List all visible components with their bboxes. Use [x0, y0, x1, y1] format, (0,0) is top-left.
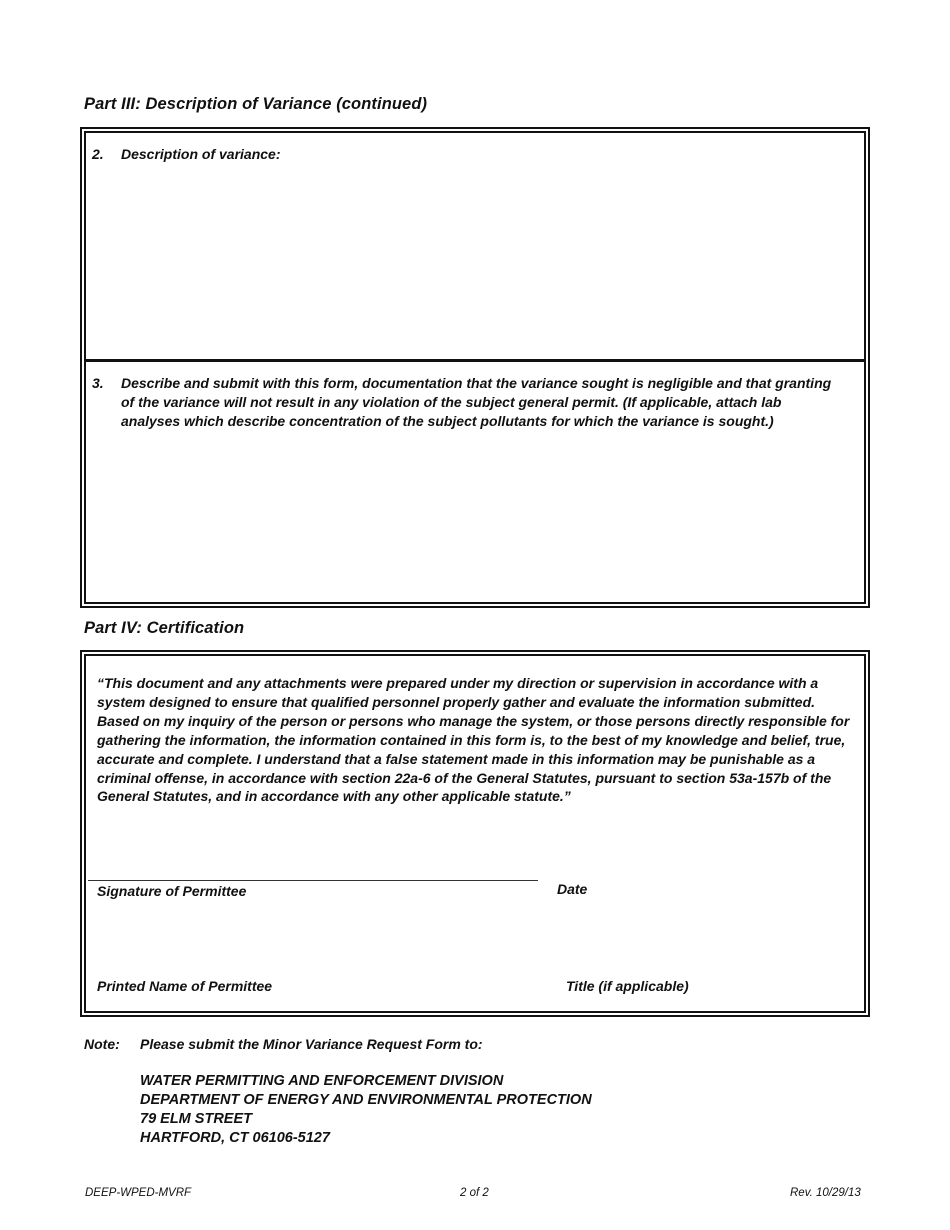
address-line: WATER PERMITTING AND ENFORCEMENT DIVISION [140, 1073, 504, 1089]
item3-number: 3. [92, 375, 104, 391]
address-line: 79 ELM STREET [140, 1111, 252, 1127]
address-line: HARTFORD, CT 06106-5127 [140, 1130, 330, 1146]
item2-label: Description of variance: [121, 146, 281, 162]
part3-heading: Part III: Description of Variance (continued) [84, 95, 428, 113]
printed-name-label: Printed Name of Permittee [97, 978, 273, 994]
address-line: DEPARTMENT OF ENERGY AND ENVIRONMENTAL PROTECTION [140, 1092, 592, 1108]
signature-label: Signature of Permittee [97, 883, 247, 899]
item3-label: Describe and submit with this form, documentation that the variance sought is negligible and that granting of the variance will not result in any violation of the subject general permit. (If applicable, attach lab analyses which describe concentration of the subject pollutants for which the variance is sought.) [121, 375, 832, 429]
footer-form-id: DEEP-WPED-MVRF [85, 1187, 192, 1199]
date-label: Date [557, 881, 588, 897]
item2-number: 2. [92, 146, 104, 162]
note-text: Please submit the Minor Variance Request Form to: [140, 1036, 483, 1052]
footer-page-number: 2 of 2 [460, 1187, 489, 1199]
title-label: Title (if applicable) [566, 978, 689, 994]
part3-outer-border [80, 127, 870, 608]
note-label: Note: [84, 1036, 120, 1052]
part4-heading: Part IV: Certification [84, 619, 245, 637]
certification-statement: “This document and any attachments were prepared under my direction or supervision in accordance with a system designed to ensure that qualified personnel properly gather and evaluate the information submitted. Based on my inquiry of the person or persons who manage the system, or those persons directly responsible for gathering the information, the information contained in this form is, to the best of my knowledge and belief, true, accurate and complete. I understand that a false statement made in this information may be punishable as a criminal offense, in accordance with section 22a-6 of the General Statutes, pursuant to section 53a-157b of the General Statutes, and in accordance with any other applicable statute.” [97, 675, 850, 805]
footer-revision: Rev. 10/29/13 [790, 1187, 861, 1199]
signature-line[interactable] [88, 880, 538, 881]
mailing-address [140, 1072, 592, 1148]
item2-box[interactable] [84, 131, 866, 361]
